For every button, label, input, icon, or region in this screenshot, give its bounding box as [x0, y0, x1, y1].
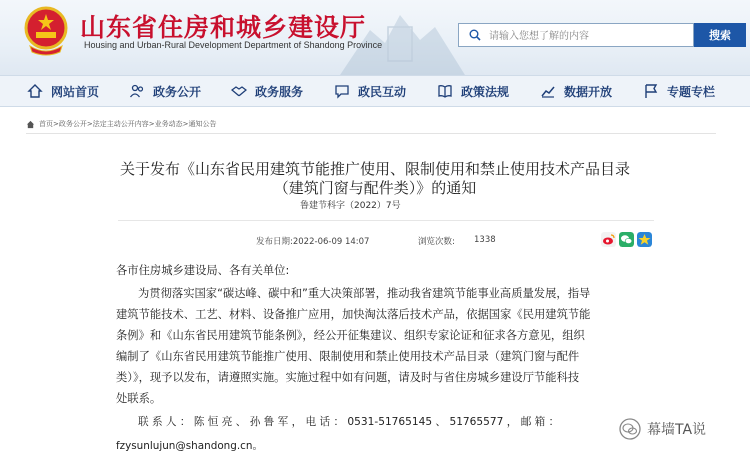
nav-item-special-topics[interactable]: [643, 76, 715, 106]
search-button[interactable]: 搜索: [694, 23, 746, 47]
site-title: 山东省住房和城乡建设厅: [80, 13, 367, 42]
nav-item-interaction[interactable]: [334, 76, 406, 106]
nav-item-policies[interactable]: [437, 76, 509, 106]
email-line[interactable]: fzysunlujun@shandong.cn。: [116, 440, 263, 452]
nav-label: 政民互动: [358, 84, 407, 99]
salutation: 各市住房城乡建设局、各有关单位:: [116, 264, 290, 277]
search-box: [458, 23, 694, 47]
nav-item-open-data[interactable]: [540, 76, 612, 106]
divider: [118, 220, 654, 221]
nav-label: 网站首页: [51, 84, 100, 99]
nav-item-gov-services[interactable]: [231, 76, 303, 106]
document-number: 鲁建节科字（2022）7号: [300, 201, 401, 211]
site-subtitle: Housing and Urban-Rural Development Department of Shandong Province: [84, 40, 383, 50]
book-icon: [437, 83, 453, 99]
breadcrumb-home-icon: [26, 120, 35, 129]
views-label: 浏览次数:: [418, 237, 455, 247]
flag-icon: [643, 83, 659, 99]
chart-icon: [540, 83, 556, 99]
main-nav: [0, 75, 750, 107]
article-title-line2: （建筑门窗与配件类）》的通知: [273, 179, 477, 197]
nav-label: 数据开放: [564, 84, 613, 99]
body-line: 编制了《山东省民用建筑节能推广使用、限制使用和禁止使用技术产品目录（建筑门窗与配件: [116, 350, 580, 363]
nav-label: 政务服务: [255, 84, 304, 99]
nav-item-home[interactable]: [27, 76, 99, 106]
body-line: 处联系。: [116, 392, 162, 405]
publish-date: 发布日期:2022-06-09 14:07: [256, 237, 370, 247]
breadcrumb: [26, 118, 216, 130]
breadcrumb-text[interactable]: 首页>政务公开>法定主动公开内容>业务动态>通知公告: [39, 120, 217, 128]
handshake-icon: [231, 83, 247, 99]
wechat-logo-icon: [619, 418, 641, 440]
search-icon: [469, 29, 481, 41]
body-line: 为贯彻落实国家“碳达峰、碳中和”重大决策部署，推动我省建筑节能事业高质量发展，指导: [138, 287, 591, 300]
watermark: [619, 417, 706, 441]
contact-line: 联 系 人 ： 陈 恒 亮 、 孙 鲁 军 ， 电 话 ： 0531-51765145 、 51765577 ， 邮 箱 ：: [138, 416, 560, 428]
nav-item-gov-affairs[interactable]: [129, 76, 201, 106]
nav-label: 专题专栏: [667, 84, 716, 99]
watermark-text: 幕墙TA说: [647, 422, 707, 438]
views-count: 1338: [474, 235, 496, 245]
home-icon: [27, 83, 43, 99]
nav-label: 政策法规: [461, 84, 510, 99]
site-header: [0, 0, 750, 75]
national-emblem-icon: [22, 6, 70, 56]
article-title-line1: 关于发布《山东省民用建筑节能推广使用、限制使用和禁止使用技术产品目录: [119, 160, 630, 178]
body-line: 类）》，现予以发布，请遵照实施。实施过程中如有问题，请及时与省住房城乡建设厅节能科技: [116, 371, 580, 384]
body-line: 条例》和《山东省民用建筑节能条例》，经公开征集建议、组织专家论证和征求各方意见，组织: [116, 329, 585, 342]
qzone-share-icon[interactable]: [637, 232, 652, 247]
weibo-share-icon[interactable]: [601, 232, 616, 247]
people-icon: [129, 83, 145, 99]
nav-label: 政务公开: [153, 84, 202, 99]
body-line: 建筑节能技术、工艺、材料、设备推广应用，加快淘汰落后技术产品，依据国家《民用建筑节能: [116, 308, 591, 321]
search-input[interactable]: [487, 26, 691, 46]
chat-icon: [334, 83, 350, 99]
divider: [26, 133, 716, 134]
wechat-share-icon[interactable]: [619, 232, 634, 247]
